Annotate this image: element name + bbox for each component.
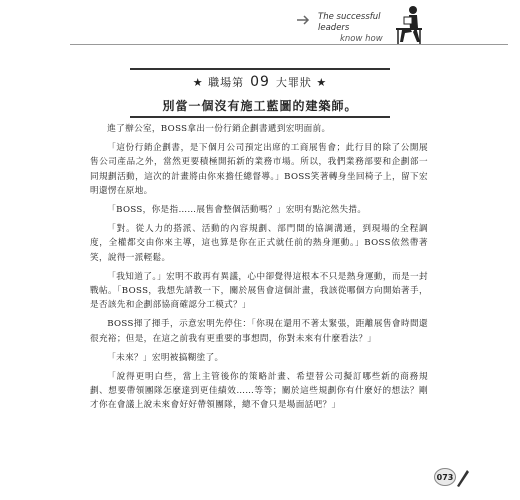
paragraph: 「未來？」宏明被搞糊塗了。 [107,352,224,363]
header-line2: know how [340,34,383,44]
title-rule-top [130,68,390,70]
page-number-badge [432,466,472,490]
paragraph: 「BOSS，你是指……展售會整個活動嗎？」宏明有點沱然失措。 [107,205,367,216]
chapter-number: 09 [250,74,270,90]
body-text [90,122,428,418]
header-line1: The successful leaders [318,12,381,33]
title-rule-bottom [130,116,390,118]
reading-figure-icon [390,2,430,46]
paragraph: 進了辦公室，BOSS拿出一份行銷企劃書遞到宏明面前。 [107,124,331,134]
header-divider [70,44,508,45]
chapter-prefix: ★ 職場第 [192,76,245,89]
pen-icon [454,466,470,488]
header-arrow-icon [296,14,314,26]
paragraph: 「對。從人力的搭派、活動的內容規劃、部門間的協調溝通，到現場的全程調度，全權都交由你來主導，這也算是你在正式就任前的熱身運動。」BOSS依然帶著笑，說得一派輕鬆。 [90,224,428,263]
paragraph: 「說得更明白些，當上主管後你的策略計畫、希望替公司擬訂哪些新的商務規劃、想要帶領團隊怎麼達到更佳績效……等等；關於這些規劃你有什麼好的想法？剛才你在會議上說未來會好好帶領團隊，總不會只是場面話吧？」 [90,372,428,411]
paragraph: 「這份行銷企劃書，是下個月公司預定出席的工商展售會；此行目的除了公開展售公司產品之外，當然更要積極開拓新的業務市場。所以，我們業務部要和企劃部一同規劃活動，這次的計畫將由你來擔任總督導。」BOSS笑著轉身坐回椅子上，留下宏明還愣在原地。 [90,143,428,196]
chapter-title-block [150,74,370,114]
page-number: 073 [434,468,456,486]
chapter-suffix: 大罪狀 ★ [275,76,328,89]
paragraph: BOSS揮了揮手，示意宏明先停住：「你現在還用不著太緊張，距離展售會時間還很充裕；但是，在這之前我有更重要的事想問，你對未來有什麼看法？」 [90,319,428,344]
chapter-title: 別當一個沒有施工藍圖的建築師。 [162,99,358,113]
paragraph: 「我知道了。」宏明不敢再有異議，心中卻覺得這根本不只是熱身運動，而是一封戰帖。「BOSS，我想先請教一下，關於展售會這個計畫，我該從哪個方向開始著手，是否該先和企劃部協商確認分工模式？」 [90,271,428,311]
chapter-label [150,74,370,90]
